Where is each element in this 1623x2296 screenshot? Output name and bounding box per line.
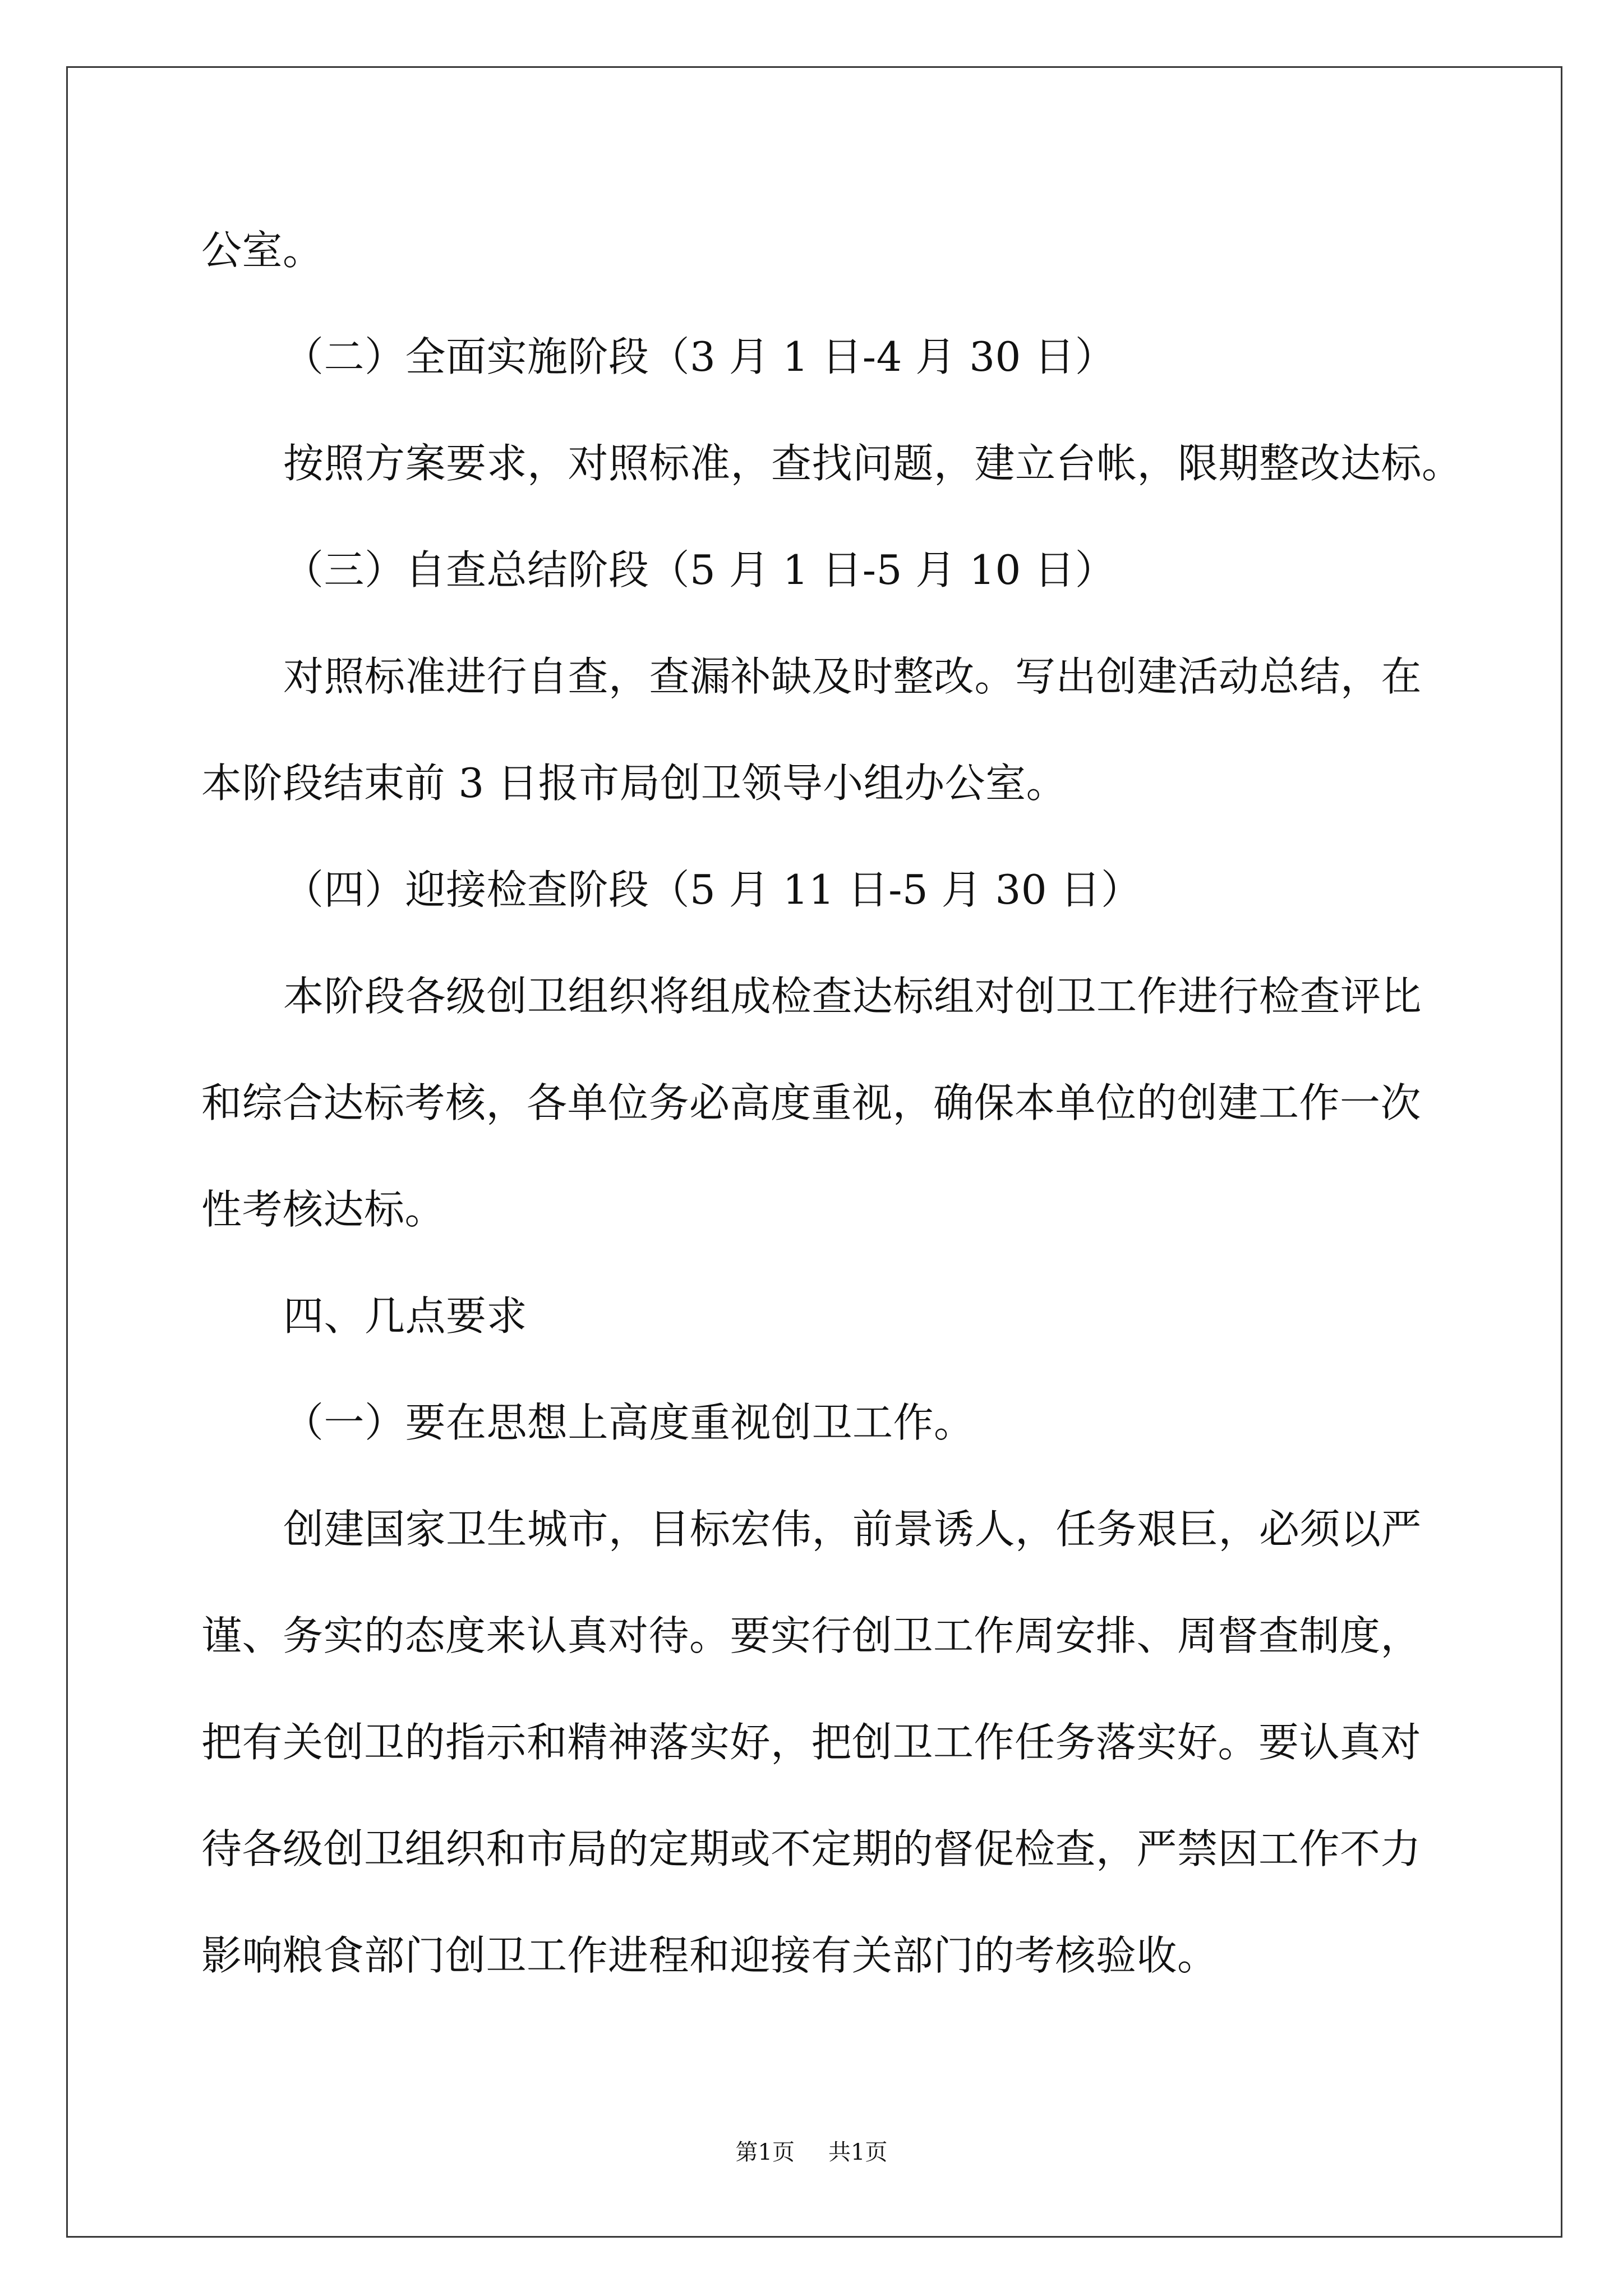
section-heading: 四、几点要求 [283,1292,528,1340]
text-line: 按照方案要求，对照标准，查找问题，建立台帐，限期整改达标。 [283,440,1463,487]
text-line: 公室。 [201,227,324,274]
text-line: 性考核达标。 [201,1186,446,1233]
page-number: 第1页 [735,2139,795,2165]
section-heading: （四）迎接检查阶段（5 月 11 日-5 月 30 日） [283,866,1142,913]
text-line: 本阶段结束前 3 日报市局创卫领导小组办公室。 [201,760,1067,807]
document-body [201,197,1536,2009]
page-total: 共1页 [828,2139,888,2165]
text-line: 创建国家卫生城市，目标宏伟，前景诱人，任务艰巨，必须以严 [283,1506,1422,1553]
text-line: 影响粮食部门创卫工作进程和迎接有关部门的考核验收。 [201,1932,1218,1979]
section-heading: （一）要在思想上高度重视创卫工作。 [283,1399,975,1446]
text-line: 对照标准进行自查，查漏补缺及时整改。写出创建活动总结，在 [283,653,1422,700]
page-footer [0,2136,1623,2169]
section-heading: （三）自查总结阶段（5 月 1 日-5 月 10 日） [283,546,1116,593]
text-line: 和综合达标考核，各单位务必高度重视，确保本单位的创建工作一次 [201,1079,1422,1126]
text-line: 谨、务实的态度来认真对待。要实行创卫工作周安排、周督查制度， [201,1612,1422,1659]
section-heading: （二）全面实施阶段（3 月 1 日-4 月 30 日） [283,333,1116,380]
text-line: 本阶段各级创卫组织将组成检查达标组对创卫工作进行检查评比 [283,973,1422,1020]
text-line: 把有关创卫的指示和精神落实好，把创卫工作任务落实好。要认真对 [201,1719,1422,1766]
text-line: 待各级创卫组织和市局的定期或不定期的督促检查，严禁因工作不力 [201,1825,1422,1872]
